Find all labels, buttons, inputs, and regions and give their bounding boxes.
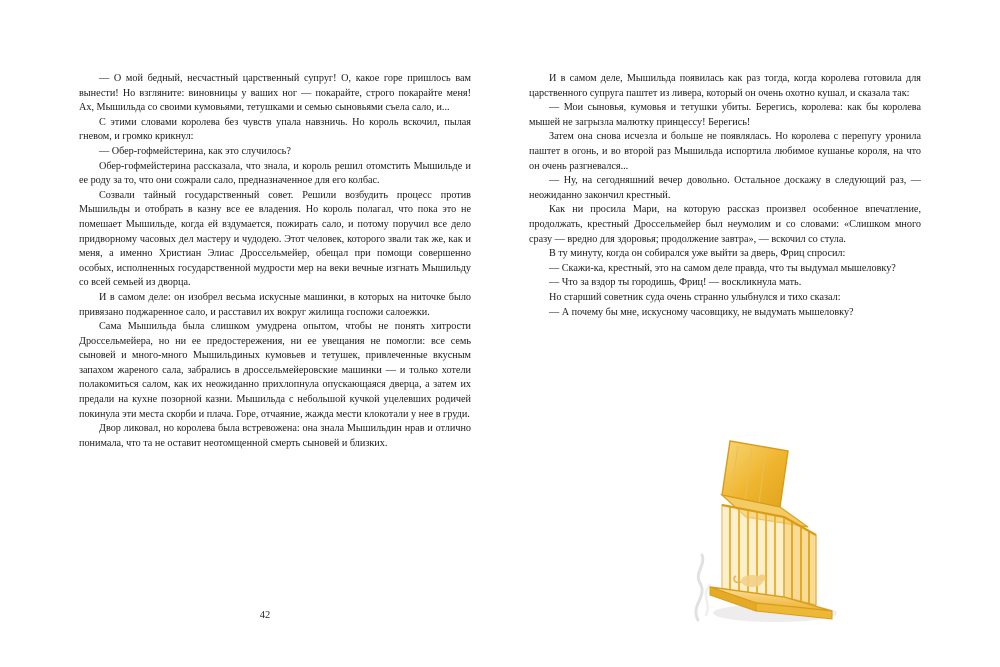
paragraph: Двор ликовал, но королева была встревожена: она знала Мышильдин нрав и отлично понимала, что та не оставит неотомщенной смерть сыновей и близких. — [79, 423, 471, 449]
paragraph: — Ну, на сегодняшний вечер довольно. Остальное доскажу в следующий раз, — неожиданно закончил крестный. — [529, 175, 921, 201]
paragraph: Созвали тайный государственный совет. Решили возбудить процесс против Мышильды и отобрать в казну все ее владения. Но король полагал, что пока это не помешает Мышильде, когда ей вздумается, пожирать сало, и потому поручил все дело придворному часовых дел мастеру и чудодею. Этот человек, которого звали так же, как и меня, а именно Христиан Элиас Дроссельмейер, обещал при помощи совершенно особых, исполненных государственной мудрости мер на веки вечные изгнать Мышильду со всей семьей из дворца. — [79, 189, 471, 289]
paragraph: С этими словами королева без чувств упала навзничь. Но король вскочил, пылая гневом, и громко крикнул: — [79, 116, 471, 143]
paragraph: В ту минуту, когда он собирался уже выйти за дверь, Фриц спросил: — [549, 248, 846, 260]
paragraph: — Что за вздор ты городишь, Фриц! — воскликнула мать. — [549, 277, 802, 289]
paragraph: И в самом деле: он изобрел весьма искусные машинки, в которых на ниточке было привязано поджаренное сало, и расставил их вокруг жилища госпожи салоежки. — [79, 291, 471, 318]
page-number: 42 — [259, 610, 271, 621]
paragraph: — Обер-гофмейстерина, как это случилось? — [99, 145, 291, 157]
paragraph: — А почему бы мне, искусному часовщику, не выдумать мышеловку? — [549, 306, 854, 318]
paragraph: Затем она снова исчезла и больше не появлялась. Но королева с перепугу уронила паштет в огонь, и во второй раз Мышильда испортила любимое кушанье короля, на что он очень разгневался... — [529, 131, 921, 172]
paragraph: — Мои сыновья, кумовья и тетушки убиты. Берегись, королева: как бы королева мышей не загрызла малютку принцессу! Берегись! — [529, 102, 921, 128]
paragraph: Сама Мышильда была слишком умудрена опытом, чтобы не понять хитрости Дроссельмейера, но ни ее предостережения, ни ее увещания не помогли: все семь сыновей и много-много Мышильдиных кумовьев и тетушек, привлеченные вкусным запахом жареного сала, забрались в дроссельмейеровские машинки — и только хотели полакомиться салом, как их неожиданно прихлопнула опускающаяся дверца, а затем их предали на кухне позорной казни. Мышильда с небольшой кучкой уцелевших родичей покинула эти места скорби и плача. Горе, отчаяние, жажда мести клокотали у нее в груди. — [79, 321, 471, 420]
left-column — [79, 72, 471, 451]
text-columns — [0, 72, 1000, 451]
paragraph: — Скажи-ка, крестный, это на самом деле правда, что ты выдумал мышеловку? — [549, 262, 896, 274]
paragraph: — О мой бедный, несчастный царственный супруг! О, какое горе пришлось вам вынести! Но взгляните: виновницы у ваших ног — покарайте, строго покарайте меня! Ах, Мышильда со своими кумовьями, тетушками и семью сыновьями съела сало, и... — [79, 73, 471, 114]
paragraph: Но старший советник суда очень странно улыбнулся и тихо сказал: — [549, 291, 841, 303]
paragraph: И в самом деле, Мышильда появилась как раз тогда, когда королева готовила для царственного супруга паштет из ливера, который он очень охотно кушал, и сказала так: — [529, 73, 921, 99]
mousetrap-illustration — [660, 435, 870, 630]
right-column — [529, 72, 921, 451]
paragraph: Как ни просила Мари, на которую рассказ произвел особенное впечатление, продолжать, крестный Дроссельмейер был неумолим и со словами: «Слишком много сразу — вредно для здоровья; продолжение завтра», — вскочил со стула. — [529, 204, 921, 245]
paragraph: Обер-гофмейстерина рассказала, что знала, и король решил отомстить Мышильде и ее роду за то, что они сожрали сало, предназначенное для его колбас. — [79, 160, 471, 187]
